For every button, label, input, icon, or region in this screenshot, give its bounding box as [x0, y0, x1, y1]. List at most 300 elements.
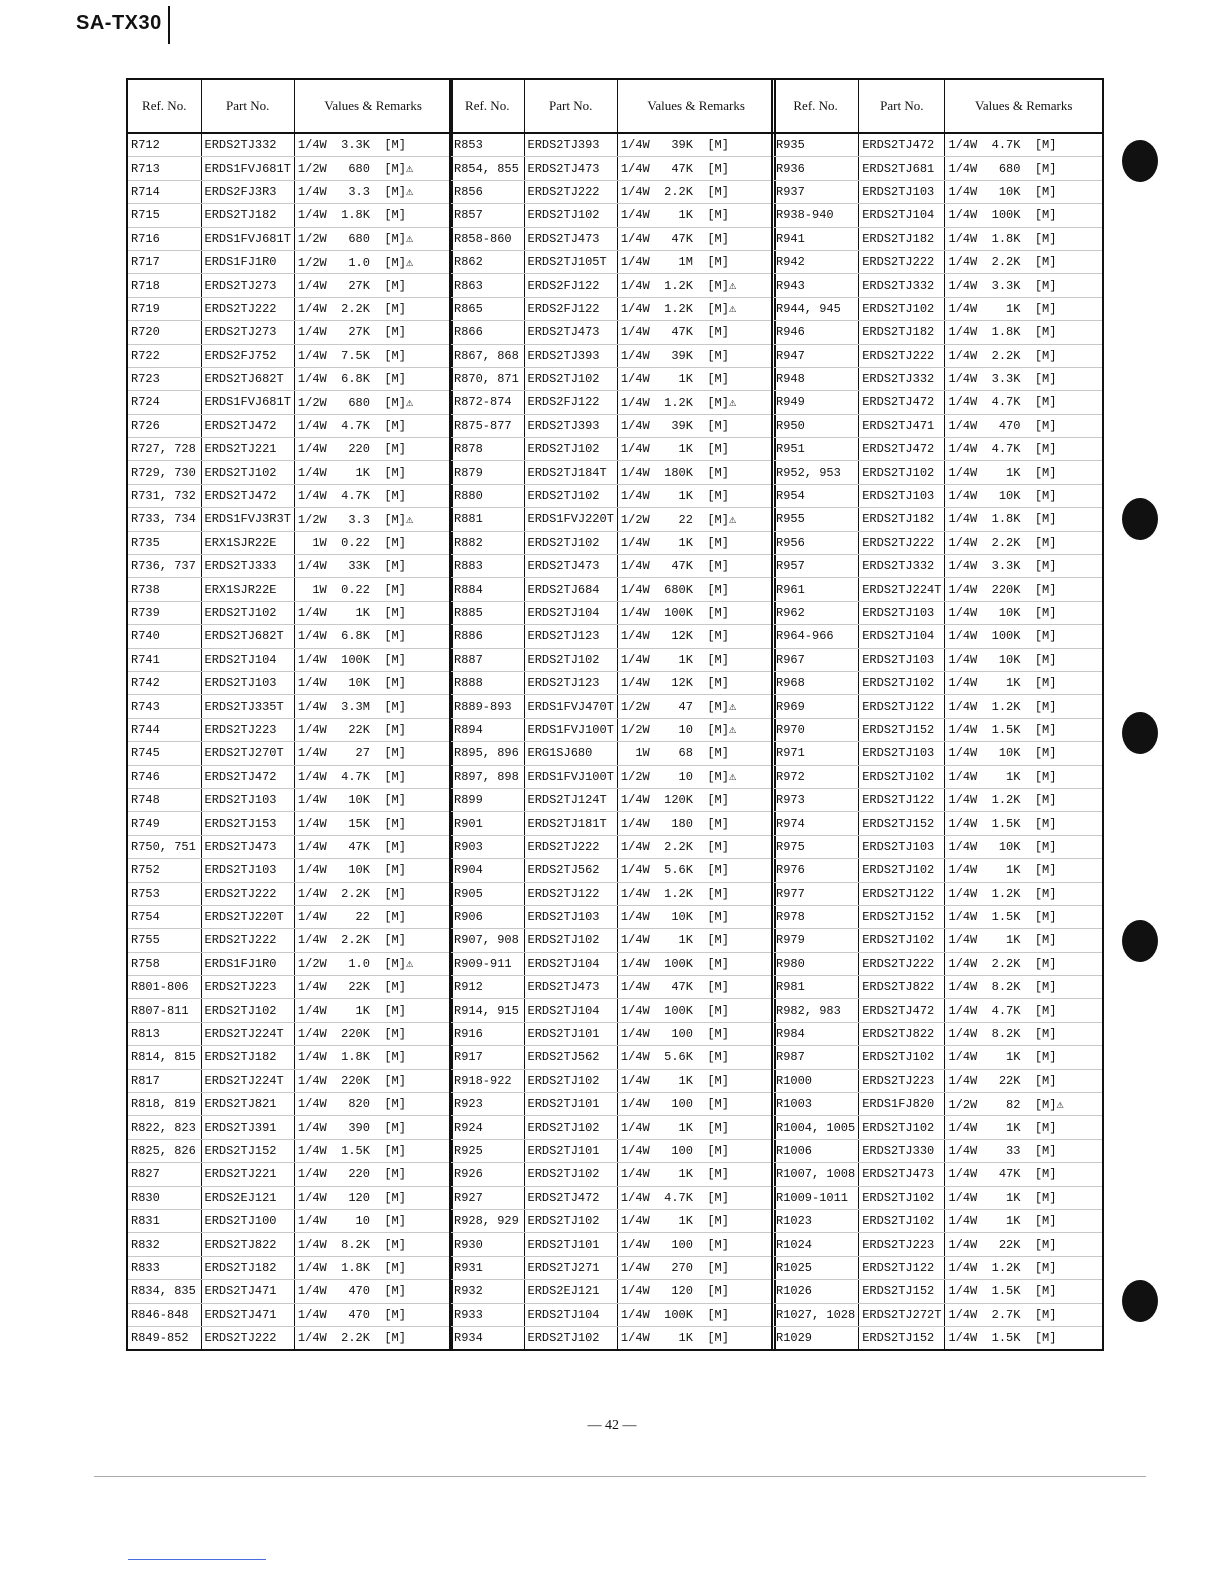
ref-no-cell: R752	[127, 859, 201, 882]
table-row	[127, 578, 452, 601]
value-cell: 1/4W 12K [M]	[617, 625, 775, 648]
part-no-cell: ERDS2TJ222	[201, 929, 294, 952]
value-cell: 1/4W 1.8K [M]	[294, 1256, 452, 1279]
value-cell: 1/4W 100K [M]	[617, 999, 775, 1022]
table-row	[127, 812, 452, 835]
table-row	[772, 835, 1103, 858]
part-no-cell: ERDS2TJ224T	[859, 578, 945, 601]
table-row	[772, 274, 1103, 297]
ref-no-cell: R970	[772, 718, 859, 741]
value-cell: 1/4W 39K [M]	[617, 133, 775, 157]
part-no-cell: ERDS2TJ273	[201, 274, 294, 297]
table-row	[127, 344, 452, 367]
table-row	[772, 601, 1103, 624]
ref-no-cell: R941	[772, 227, 859, 250]
part-no-cell: ERDS2TJ182	[859, 227, 945, 250]
part-no-cell: ERDS2TJ102	[859, 671, 945, 694]
value-cell: 1/4W 100 [M]	[617, 1093, 775, 1116]
table-row	[450, 1233, 775, 1256]
ref-no-cell: R827	[127, 1163, 201, 1186]
table-row	[450, 1046, 775, 1069]
parts-table-3	[771, 78, 1104, 1351]
part-no-cell: ERDS2TJ102	[524, 1209, 617, 1232]
table-row	[127, 1303, 452, 1326]
value-cell: 1/4W 10K [M]	[945, 742, 1103, 765]
part-no-cell: ERDS2TJ472	[524, 1186, 617, 1209]
ref-no-cell: R932	[450, 1280, 524, 1303]
ref-no-cell: R830	[127, 1186, 201, 1209]
value-cell: 1/4W 1K [M]	[617, 204, 775, 227]
part-no-cell: ERDS1FVJ3R3T	[201, 508, 294, 531]
ref-no-cell: R733, 734	[127, 508, 201, 531]
part-no-cell: ERDS2TJ222	[201, 882, 294, 905]
table-row	[772, 461, 1103, 484]
ref-no-cell: R906	[450, 905, 524, 928]
ref-no-cell: R974	[772, 812, 859, 835]
ref-no-cell: R716	[127, 227, 201, 250]
table-row	[450, 1256, 775, 1279]
ref-no-cell: R977	[772, 882, 859, 905]
table-row	[772, 1303, 1103, 1326]
ref-no-cell: R754	[127, 905, 201, 928]
table-row	[772, 321, 1103, 344]
ref-no-cell: R858-860	[450, 227, 524, 250]
ref-no-cell: R872-874	[450, 391, 524, 414]
ref-no-cell: R849-852	[127, 1326, 201, 1350]
ref-no-cell: R951	[772, 438, 859, 461]
ref-no-cell: R954	[772, 484, 859, 507]
table-row	[127, 859, 452, 882]
table-row	[450, 555, 775, 578]
ref-no-cell: R886	[450, 625, 524, 648]
value-cell: 1/4W 1K [M]	[945, 929, 1103, 952]
table-row	[772, 788, 1103, 811]
part-no-cell: ERDS2TJ181T	[524, 812, 617, 835]
value-cell: 1/4W 10K [M]	[945, 835, 1103, 858]
part-no-cell: ERDS2TJ182	[201, 204, 294, 227]
part-no-cell: ERDS2TJ182	[201, 1256, 294, 1279]
table-row	[772, 484, 1103, 507]
ref-no-cell: R726	[127, 414, 201, 437]
part-no-cell: ERDS2TJ102	[859, 1046, 945, 1069]
table-row	[772, 1139, 1103, 1162]
value-cell: 1/4W 1K [M]	[617, 1069, 775, 1092]
table-row	[450, 180, 775, 203]
part-no-cell: ERDS2TJ222	[859, 531, 945, 554]
part-no-cell: ERDS2TJ104	[859, 204, 945, 227]
value-cell: 1/2W 1.0 [M]⚠	[294, 250, 452, 273]
part-no-cell: ERDS2TJ102	[524, 1163, 617, 1186]
ref-no-cell: R976	[772, 859, 859, 882]
ref-no-cell: R801-806	[127, 976, 201, 999]
ref-no-cell: R937	[772, 180, 859, 203]
table-row	[127, 671, 452, 694]
part-no-cell: ERDS2TJ471	[201, 1303, 294, 1326]
value-cell: 1/4W 180 [M]	[617, 812, 775, 835]
table-row	[127, 180, 452, 203]
footer-divider	[94, 1476, 1146, 1477]
table-row	[772, 976, 1103, 999]
value-cell: 1/2W 3.3 [M]⚠	[294, 508, 452, 531]
table-row	[450, 835, 775, 858]
ref-no-cell: R952, 953	[772, 461, 859, 484]
value-cell: 1/4W 100K [M]	[945, 204, 1103, 227]
part-no-cell: ERDS2TJ222	[859, 250, 945, 273]
part-no-cell: ERDS2TJ224T	[201, 1069, 294, 1092]
value-cell: 1/4W 1K [M]	[945, 1116, 1103, 1139]
ref-no-cell: R862	[450, 250, 524, 273]
part-no-cell: ERDS2TJ182	[201, 1046, 294, 1069]
part-no-cell: ERDS2TJ152	[859, 1280, 945, 1303]
value-cell: 1/4W 47K [M]	[617, 157, 775, 180]
table-row	[127, 765, 452, 788]
ref-no-cell: R928, 929	[450, 1209, 524, 1232]
value-cell: 1/4W 10K [M]	[294, 788, 452, 811]
table-row	[450, 461, 775, 484]
ref-no-cell: R741	[127, 648, 201, 671]
table-row	[772, 718, 1103, 741]
part-no-cell: ERDS2TJ152	[859, 718, 945, 741]
value-cell: 1/4W 3.3K [M]	[294, 133, 452, 157]
table-row	[127, 1209, 452, 1232]
table-row	[772, 578, 1103, 601]
ref-no-cell: R964-966	[772, 625, 859, 648]
ref-no-cell: R926	[450, 1163, 524, 1186]
part-no-cell: ERDS2TJ822	[201, 1233, 294, 1256]
value-cell: 1/4W 10K [M]	[945, 648, 1103, 671]
part-no-cell: ERDS2TJ222	[201, 297, 294, 320]
table-row	[772, 1093, 1103, 1116]
table-row	[772, 952, 1103, 975]
ref-no-cell: R749	[127, 812, 201, 835]
ref-no-cell: R729, 730	[127, 461, 201, 484]
value-cell: 1/4W 1.5K [M]	[945, 1326, 1103, 1350]
value-cell: 1/4W 120 [M]	[294, 1186, 452, 1209]
part-no-cell: ERDS2TJ223	[859, 1233, 945, 1256]
ref-no-cell: R912	[450, 976, 524, 999]
ref-no-cell: R975	[772, 835, 859, 858]
value-cell: 1/4W 3.3M [M]	[294, 695, 452, 718]
part-no-cell: ERDS2FJ3R3	[201, 180, 294, 203]
value-cell: 1/4W 1K [M]	[945, 671, 1103, 694]
ref-no-cell: R744	[127, 718, 201, 741]
value-cell: 1/4W 390 [M]	[294, 1116, 452, 1139]
value-cell: 1/4W 6.8K [M]	[294, 367, 452, 390]
ref-no-cell: R866	[450, 321, 524, 344]
part-no-cell: ERDS1FVJ681T	[201, 157, 294, 180]
part-no-cell: ERDS2TJ105T	[524, 250, 617, 273]
ref-no-cell: R715	[127, 204, 201, 227]
value-cell: 1/4W 100K [M]	[617, 1303, 775, 1326]
ref-no-cell: R856	[450, 180, 524, 203]
ref-no-cell: R936	[772, 157, 859, 180]
ref-no-cell: R982, 983	[772, 999, 859, 1022]
ref-no-cell: R938-940	[772, 204, 859, 227]
ref-no-cell: R885	[450, 601, 524, 624]
value-cell: 1/4W 47K [M]	[617, 321, 775, 344]
table-row	[450, 391, 775, 414]
value-cell: 1/4W 1.8K [M]	[945, 227, 1103, 250]
part-no-cell: ERDS2TJ103	[859, 742, 945, 765]
ref-no-cell: R880	[450, 484, 524, 507]
value-cell: 1/4W 4.7K [M]	[294, 765, 452, 788]
table-row	[127, 952, 452, 975]
part-no-cell: ERDS2TJ684	[524, 578, 617, 601]
part-no-cell: ERDS2TJ102	[859, 297, 945, 320]
table-row	[772, 1069, 1103, 1092]
value-cell: 1W 68 [M]	[617, 742, 775, 765]
part-no-cell: ERDS2TJ103	[201, 788, 294, 811]
table-row	[450, 929, 775, 952]
ref-no-cell: R834, 835	[127, 1280, 201, 1303]
value-cell: 1/4W 10K [M]	[945, 484, 1103, 507]
table-row	[127, 414, 452, 437]
table-row	[450, 1116, 775, 1139]
value-cell: 1/4W 1.8K [M]	[945, 508, 1103, 531]
part-no-cell: ERDS2TJ101	[524, 1093, 617, 1116]
ref-no-cell: R973	[772, 788, 859, 811]
ref-no-cell: R714	[127, 180, 201, 203]
part-no-cell: ERDS2TJ182	[859, 321, 945, 344]
value-cell: 1/4W 100K [M]	[617, 601, 775, 624]
value-cell: 1/4W 47K [M]	[945, 1163, 1103, 1186]
part-no-cell: ERDS2TJ223	[201, 718, 294, 741]
part-no-cell: ERDS1FVJ681T	[201, 391, 294, 414]
ref-no-cell: R1006	[772, 1139, 859, 1162]
value-cell: 1/4W 4.7K [M]	[945, 133, 1103, 157]
ref-no-cell: R758	[127, 952, 201, 975]
value-cell: 1/4W 1.2K [M]	[617, 882, 775, 905]
table-row	[127, 1326, 452, 1350]
value-cell: 1/4W 22K [M]	[945, 1069, 1103, 1092]
part-no-cell: ERDS2TJ123	[524, 671, 617, 694]
ref-no-cell: R743	[127, 695, 201, 718]
value-cell: 1/4W 10K [M]	[294, 671, 452, 694]
ref-no-cell: R894	[450, 718, 524, 741]
value-cell: 1/4W 1.2K [M]	[945, 695, 1103, 718]
table-row	[450, 648, 775, 671]
table-row	[450, 508, 775, 531]
value-cell: 1/4W 100K [M]	[294, 648, 452, 671]
ref-no-cell: R971	[772, 742, 859, 765]
table-row	[772, 1186, 1103, 1209]
part-no-cell: ERDS2TJ123	[524, 625, 617, 648]
ref-no-cell: R946	[772, 321, 859, 344]
part-no-cell: ERX1SJR22E	[201, 531, 294, 554]
value-cell: 1/4W 120 [M]	[617, 1280, 775, 1303]
part-no-cell: ERDS2TJ682T	[201, 367, 294, 390]
table-row	[772, 742, 1103, 765]
part-no-cell: ERDS2TJ472	[859, 438, 945, 461]
table-row	[127, 157, 452, 180]
value-cell: 1/4W 1K [M]	[617, 484, 775, 507]
table-row	[450, 204, 775, 227]
part-no-cell: ERDS2TJ103	[859, 484, 945, 507]
value-cell: 1/4W 180K [M]	[617, 461, 775, 484]
table-row	[127, 321, 452, 344]
ref-no-cell: R923	[450, 1093, 524, 1116]
ref-no-cell: R1027, 1028	[772, 1303, 859, 1326]
value-cell: 1/4W 1.8K [M]	[945, 321, 1103, 344]
table-row	[450, 1022, 775, 1045]
value-cell: 1/4W 1.5K [M]	[945, 718, 1103, 741]
table-row	[772, 929, 1103, 952]
header-values-remarks: Values & Remarks	[945, 79, 1103, 133]
table-row	[772, 648, 1103, 671]
part-no-cell: ERDS2TJ102	[524, 367, 617, 390]
table-row	[772, 859, 1103, 882]
value-cell: 1/2W 1.0 [M]⚠	[294, 952, 452, 975]
table-row	[127, 367, 452, 390]
table-row	[450, 1093, 775, 1116]
ref-no-cell: R916	[450, 1022, 524, 1045]
part-no-cell: ERDS2TJ104	[201, 648, 294, 671]
ref-no-cell: R1007, 1008	[772, 1163, 859, 1186]
table-row	[772, 133, 1103, 157]
table-row	[127, 1046, 452, 1069]
part-no-cell: ERDS2FJ752	[201, 344, 294, 367]
value-cell: 1/4W 100 [M]	[617, 1022, 775, 1045]
table-row	[450, 1303, 775, 1326]
part-no-cell: ERDS2TJ102	[201, 601, 294, 624]
ref-no-cell: R750, 751	[127, 835, 201, 858]
ref-no-cell: R863	[450, 274, 524, 297]
part-no-cell: ERDS2TJ124T	[524, 788, 617, 811]
ref-no-cell: R1000	[772, 1069, 859, 1092]
part-no-cell: ERDS2TJ473	[524, 555, 617, 578]
ref-no-cell: R935	[772, 133, 859, 157]
value-cell: 1/4W 27K [M]	[294, 274, 452, 297]
ref-no-cell: R1023	[772, 1209, 859, 1232]
table-row	[450, 788, 775, 811]
table-row	[450, 578, 775, 601]
binder-hole-mark	[1122, 1280, 1158, 1322]
ref-no-cell: R917	[450, 1046, 524, 1069]
value-cell: 1/4W 4.7K [M]	[945, 438, 1103, 461]
ref-no-cell: R857	[450, 204, 524, 227]
value-cell: 1/4W 100 [M]	[617, 1233, 775, 1256]
scan-edge-line	[128, 1559, 266, 1560]
table-row	[772, 1022, 1103, 1045]
part-no-cell: ERDS2TJ473	[524, 321, 617, 344]
table-row	[127, 601, 452, 624]
table-row	[772, 297, 1103, 320]
value-cell: 1/4W 7.5K [M]	[294, 344, 452, 367]
value-cell: 1/4W 5.6K [M]	[617, 859, 775, 882]
value-cell: 1/4W 820 [M]	[294, 1093, 452, 1116]
value-cell: 1/4W 3.3K [M]	[945, 555, 1103, 578]
value-cell: 1/4W 4.7K [M]	[945, 391, 1103, 414]
table-row	[772, 531, 1103, 554]
ref-no-cell: R854, 855	[450, 157, 524, 180]
part-no-cell: ERDS2TJ122	[859, 788, 945, 811]
header-ref-no: Ref. No.	[127, 79, 201, 133]
header-divider	[168, 6, 170, 44]
value-cell: 1/4W 1.2K [M]	[945, 1256, 1103, 1279]
ref-no-cell: R748	[127, 788, 201, 811]
table-row	[450, 133, 775, 157]
value-cell: 1/2W 47 [M]⚠	[617, 695, 775, 718]
part-no-cell: ERDS2TJ152	[859, 812, 945, 835]
table-row	[450, 157, 775, 180]
part-no-cell: ERDS2TJ393	[524, 414, 617, 437]
ref-no-cell: R884	[450, 578, 524, 601]
ref-no-cell: R745	[127, 742, 201, 765]
ref-no-cell: R746	[127, 765, 201, 788]
value-cell: 1/2W 10 [M]⚠	[617, 718, 775, 741]
value-cell: 1/4W 1K [M]	[294, 601, 452, 624]
ref-no-cell: R865	[450, 297, 524, 320]
part-no-cell: ERDS2TJ393	[524, 133, 617, 157]
value-cell: 1W 0.22 [M]	[294, 531, 452, 554]
table-row	[127, 835, 452, 858]
table-row	[450, 671, 775, 694]
table-row	[127, 788, 452, 811]
part-no-cell: ERDS2TJ393	[524, 344, 617, 367]
part-no-cell: ERDS2TJ103	[859, 601, 945, 624]
value-cell: 1/4W 2.2K [M]	[294, 297, 452, 320]
value-cell: 1/4W 4.7K [M]	[945, 999, 1103, 1022]
table-row	[450, 999, 775, 1022]
part-no-cell: ERDS2TJ335T	[201, 695, 294, 718]
part-no-cell: ERDS2TJ102	[859, 929, 945, 952]
table-row	[450, 1186, 775, 1209]
value-cell: 1/4W 47K [M]	[294, 835, 452, 858]
value-cell: 1/4W 1.5K [M]	[945, 1280, 1103, 1303]
table-row	[450, 367, 775, 390]
value-cell: 1/4W 3.3K [M]	[945, 274, 1103, 297]
part-no-cell: ERDS2TJ102	[524, 531, 617, 554]
header-part-no: Part No.	[524, 79, 617, 133]
ref-no-cell: R742	[127, 671, 201, 694]
ref-no-cell: R720	[127, 321, 201, 344]
value-cell: 1/4W 220 [M]	[294, 438, 452, 461]
part-no-cell: ERDS2TJ273	[201, 321, 294, 344]
table-row	[450, 274, 775, 297]
ref-no-cell: R979	[772, 929, 859, 952]
part-no-cell: ERDS2TJ472	[201, 765, 294, 788]
table-row	[127, 1022, 452, 1045]
table-row	[127, 648, 452, 671]
value-cell: 1/2W 680 [M]⚠	[294, 157, 452, 180]
part-no-cell: ERDS2TJ102	[859, 1186, 945, 1209]
ref-no-cell: R822, 823	[127, 1116, 201, 1139]
table-row	[127, 742, 452, 765]
part-no-cell: ERDS2TJ473	[524, 157, 617, 180]
value-cell: 1/2W 82 [M]⚠	[945, 1093, 1103, 1116]
value-cell: 1/4W 100 [M]	[617, 1139, 775, 1162]
table-row	[450, 344, 775, 367]
value-cell: 1/4W 1K [M]	[294, 461, 452, 484]
table-row	[127, 391, 452, 414]
binder-hole-mark	[1122, 498, 1158, 540]
table-row	[127, 227, 452, 250]
ref-no-cell: R1003	[772, 1093, 859, 1116]
value-cell: 1/4W 1.2K [M]	[945, 882, 1103, 905]
value-cell: 1/4W 47K [M]	[617, 555, 775, 578]
part-no-cell: ERDS2TJ104	[524, 952, 617, 975]
ref-no-cell: R962	[772, 601, 859, 624]
table-row	[772, 812, 1103, 835]
value-cell: 1/4W 1.8K [M]	[294, 1046, 452, 1069]
table-row	[450, 1280, 775, 1303]
model-label: SA-TX30	[76, 12, 162, 34]
table-row	[127, 905, 452, 928]
part-no-cell: ERDS2TJ471	[859, 414, 945, 437]
value-cell: 1/4W 8.2K [M]	[294, 1233, 452, 1256]
ref-no-cell: R887	[450, 648, 524, 671]
value-cell: 1/4W 1K [M]	[617, 648, 775, 671]
